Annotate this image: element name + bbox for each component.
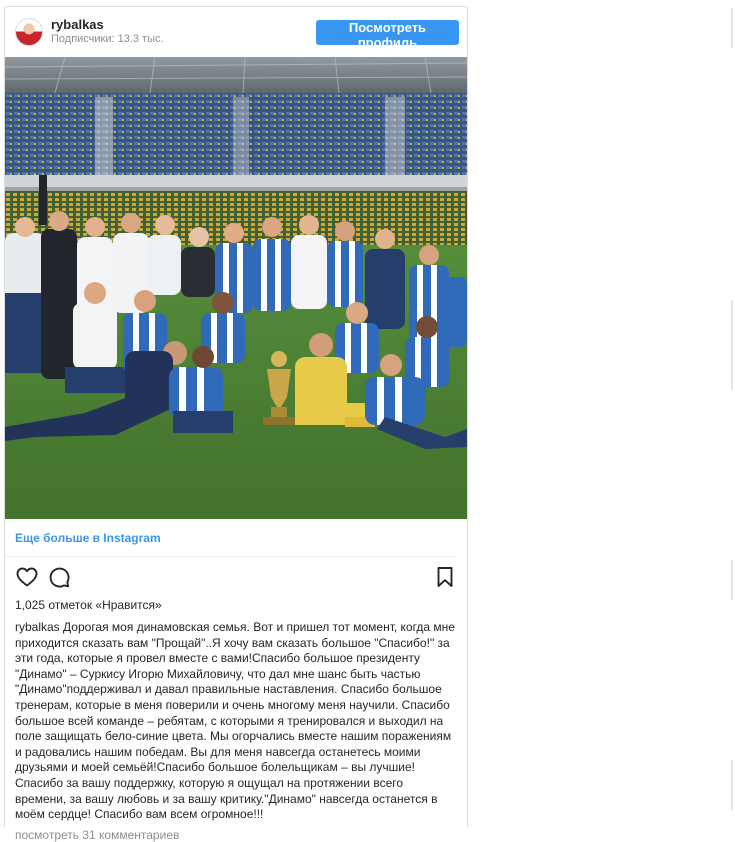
caption-username[interactable]: rybalkas bbox=[15, 620, 60, 634]
edge-line bbox=[731, 560, 733, 600]
instagram-embed bbox=[4, 6, 468, 842]
edge-line bbox=[731, 760, 733, 810]
avatar[interactable] bbox=[15, 18, 43, 46]
more-on-instagram-link[interactable]: Еще больше в Instagram bbox=[5, 519, 457, 557]
team-photo-illustration bbox=[5, 57, 467, 519]
heart-icon[interactable] bbox=[15, 565, 39, 589]
view-profile-button[interactable]: Посмотреть профиль bbox=[316, 20, 459, 45]
post-header bbox=[5, 7, 467, 57]
followers-count: Подписчики: 13.3 тыс. bbox=[51, 33, 164, 46]
post-caption bbox=[5, 613, 467, 823]
page-edge-artifact bbox=[728, 0, 735, 827]
likes-count: 1,025 отметок «Нравится» bbox=[15, 598, 162, 612]
comment-icon[interactable] bbox=[47, 565, 71, 589]
post-photo[interactable] bbox=[5, 57, 467, 519]
edge-line bbox=[731, 8, 733, 48]
user-info bbox=[51, 17, 316, 47]
post-actions bbox=[5, 557, 467, 597]
view-comments-link[interactable]: посмотреть 31 комментариев bbox=[15, 827, 180, 842]
bookmark-icon[interactable] bbox=[433, 565, 457, 589]
caption-text: Дорогая моя динамовская семья. Вот и пришел тот момент, когда мне приходится сказать вам "Прощай"..Я хочу вам сказать большое "Спасибо!" за эти года, которые я провел вместе с вами!Спасибо большое президенту "Динамо" – Суркису Игорю Михайловичу, что дал мне шанс быть частью "Динамо"поддерживал и давал правильные наставления. Спасибо большое тренерам, которые в меня поверили и очень многому меня научили. Спасибо большое всей команде – ребятам, с которыми я тренировался и выходил на поле защищать бело-синие цвета. Мы огорчались вместе нашим поражениям и радовались нашим победам. Вы для меня навсегда останетесь моими друзьями и моей семьёй!Спасибо большое болельщикам – вы лучшие! Спасибо за вашу поддержку, которую я ощущал на протяжении всего времени, за вашу любовь и за вашу критику."Динамо" навсегда останется в моём сердце! Спасибо вам всем огромное!!! bbox=[15, 620, 455, 822]
username-link[interactable]: rybalkas bbox=[51, 17, 104, 32]
edge-line bbox=[731, 300, 733, 390]
